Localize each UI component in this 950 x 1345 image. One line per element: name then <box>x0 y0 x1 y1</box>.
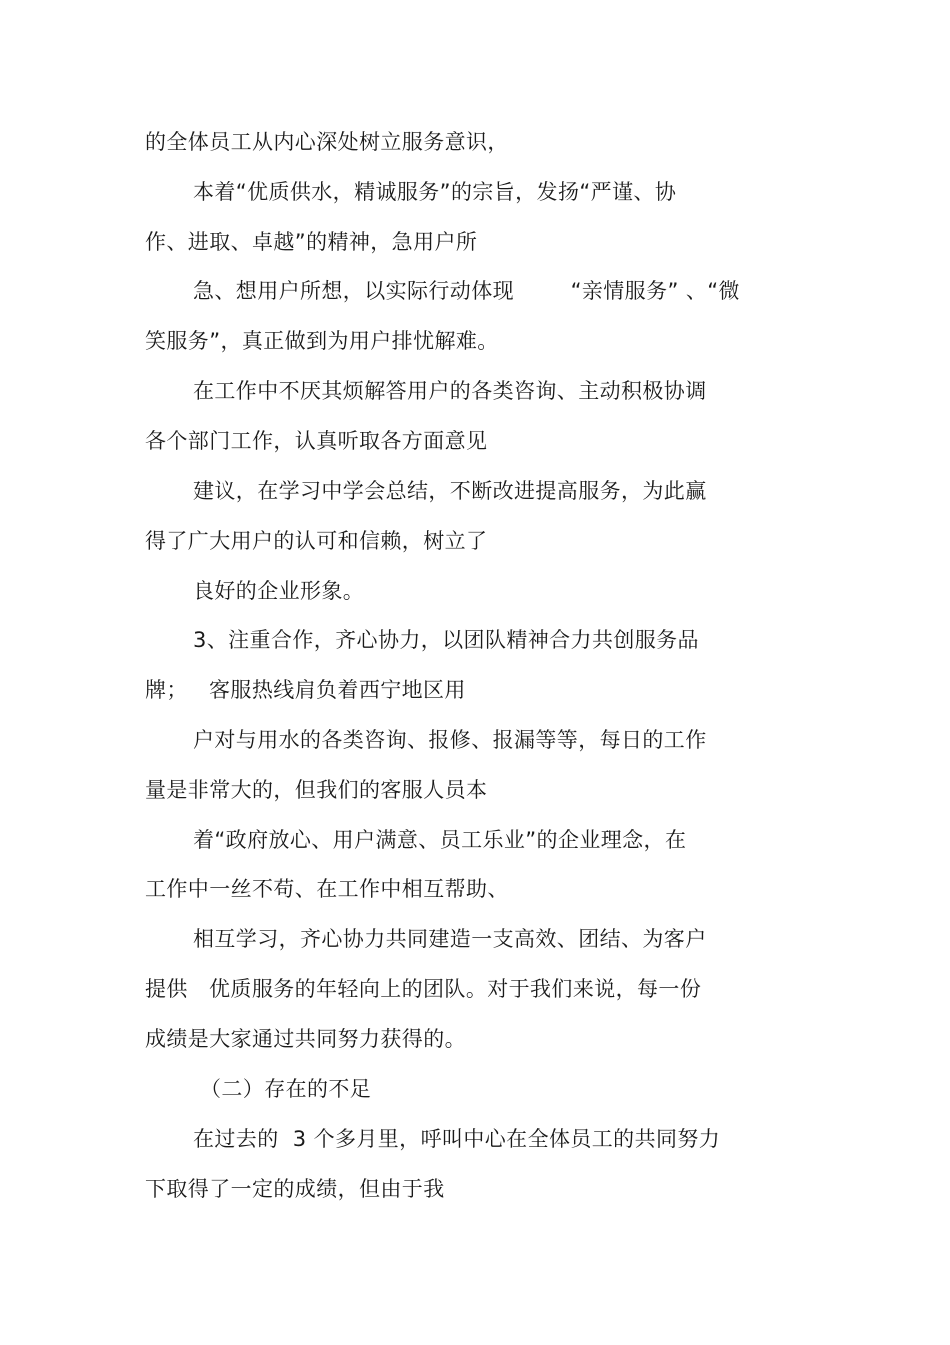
text-line-1: 的全体员工从内心深处树立服务意识， <box>145 130 509 154</box>
text-line-5: 笑服务”，真正做到为用户排忧解难。 <box>145 329 499 353</box>
text-line-18: 提供 优质服务的年轻向上的团队。对于我们来说，每一份 <box>145 977 702 1001</box>
section-heading: （二）存在的不足 <box>200 1077 372 1101</box>
text-line-17: 相互学习，齐心协力共同建造一支高效、团结、为客户 <box>193 927 707 951</box>
text-line-16: 工作中一丝不苟、在工作中相互帮助、 <box>145 877 509 901</box>
text-line-12: 牌； 客服热线肩负着西宁地区用 <box>145 678 466 702</box>
text-line-6: 在工作中不厌其烦解答用户的各类咨询、主动积极协调 <box>193 379 707 403</box>
text-line-21: 在过去的 3 个多月里，呼叫中心在全体员工的共同努力 <box>193 1127 721 1151</box>
text-line-7: 各个部门工作，认真听取各方面意见 <box>145 429 488 453</box>
text-line-11: 3、注重合作，齐心协力，以团队精神合力共创服务品 <box>193 628 699 652</box>
text-line-15: 着“政府放心、用户满意、员工乐业”的企业理念，在 <box>193 828 687 852</box>
text-line-4: 急、想用户所想，以实际行动体现 “亲情服务” 、“微 <box>193 279 740 303</box>
text-line-2: 本着“优质供水，精诚服务”的宗旨，发扬“严谨、协 <box>193 180 677 204</box>
text-line-14: 量是非常大的，但我们的客服人员本 <box>145 778 488 802</box>
text-line-8: 建议，在学习中学会总结，不断改进提高服务，为此赢 <box>193 479 707 503</box>
text-line-13: 户对与用水的各类咨询、报修、报漏等等，每日的工作 <box>193 728 707 752</box>
text-line-10: 良好的企业形象。 <box>193 579 365 603</box>
text-line-22: 下取得了一定的成绩，但由于我 <box>145 1177 445 1201</box>
text-line-19: 成绩是大家通过共同努力获得的。 <box>145 1027 466 1051</box>
text-line-9: 得了广大用户的认可和信赖，树立了 <box>145 529 488 553</box>
text-line-3: 作、进取、卓越”的精神，急用户所 <box>145 230 478 254</box>
